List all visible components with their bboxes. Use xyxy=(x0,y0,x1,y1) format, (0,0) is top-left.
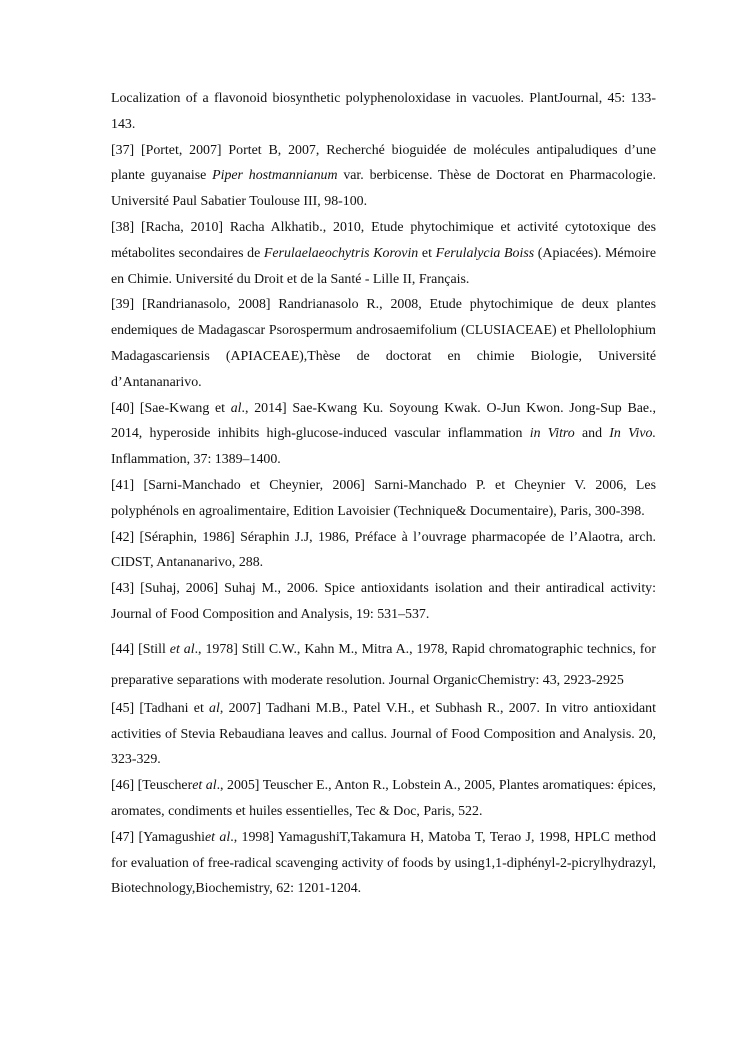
text-run: Localization of a flavonoid biosynthetic polyphenoloxidase in vacuoles. PlantJournal, 45: 133-143. xyxy=(111,91,656,132)
text-run: [46] [Teuscher xyxy=(111,778,193,794)
reference-continuation xyxy=(111,86,656,138)
text-run: [47] [Yamagushi xyxy=(111,829,206,845)
text-run: [38] [Racha, 2010] Racha Alkhatib., 2010, Etude phytochimique et activité cytotoxique des métabolites secondaires de xyxy=(111,219,656,261)
reference-42 xyxy=(111,525,656,577)
text-run: [37] [Portet, 2007] Portet B, 2007, Recherché bioguidée de molécules antipaludiques d’une plante guyanaise xyxy=(111,142,656,184)
reference-45 xyxy=(111,696,656,773)
text-run: var. berbicense. Thèse de Doctorat en Pharmacologie. Université Paul Sabatier Toulouse III, 98-100. xyxy=(111,168,656,210)
text-run: et xyxy=(418,245,436,261)
reference-43 xyxy=(111,576,656,628)
text-run: [44] [Still xyxy=(111,641,170,657)
italic-text: Ferulalycia Boiss xyxy=(435,245,535,261)
text-run: [40] [Sae-Kwang et xyxy=(111,400,231,416)
text-run: ., 2005] Teuscher E., Anton R., Lobstein A., 2005, Plantes aromatiques: épices, aromates, condiments et huiles essentielles, Tec & Doc, Paris, 522. xyxy=(111,778,656,819)
text-run: (Apiacées). Mémoire en Chimie. Université du Droit et de la Santé - Lille II, Français. xyxy=(111,245,656,287)
italic-text: et al xyxy=(192,778,217,794)
italic-text: In Vivo. xyxy=(609,426,656,442)
text-run: [39] [Randrianasolo, 2008] Randrianasolo R., 2008, Etude phytochimique de deux plantes endemiques de Madagascar Psorospermum androsaemifolium (CLUSIACEAE) et Phellolophium Madagascariensis (APIACEAE),Thèse de doctorat en chimie Biologie, Université d’Antananarivo. xyxy=(111,297,656,390)
italic-text: Ferulaelaeochytris Korovin xyxy=(263,245,419,261)
text-run: and xyxy=(574,426,610,442)
reference-41 xyxy=(111,473,656,525)
reference-37 xyxy=(111,138,656,215)
reference-40 xyxy=(111,396,656,473)
text-run: [43] [Suhaj, 2006] Suhaj M., 2006. Spice antioxidants isolation and their antiradical activity: Journal of Food Composition and Analysis, 19: 531–537. xyxy=(111,581,656,622)
reference-44 xyxy=(111,634,656,696)
text-run: ., 1978] Still C.W., Kahn M., Mitra A., 1978, Rapid chromatographic technics, for preparative separations with moderate resolution. Journal OrganicChemistry: 43, 2923-2925 xyxy=(111,641,656,688)
reference-47 xyxy=(111,825,656,902)
text-run: [41] [Sarni-Manchado et Cheynier, 2006] Sarni-Manchado P. et Cheynier V. 2006, Les polyphénols en agroalimentaire, Edition Lavoisier (Technique& Documentaire), Paris, 300-398. xyxy=(111,477,656,519)
italic-text: Piper hostmannianum xyxy=(212,168,338,184)
text-run: , 2007] Tadhani M.B., Patel V.H., et Subhash R., 2007. In vitro antioxidant activities of Stevia Rebaudiana leaves and callus. Journal of Food Composition and Analysis. 20, 323-329. xyxy=(111,700,656,768)
reference-list xyxy=(111,86,656,902)
text-run: ., 1998] YamagushiT,Takamura H, Matoba T, Terao J, 1998, HPLC method for evaluation of free-radical scavenging activity of foods by using1,1-diphényl-2-picrylhydrazyl, Biotechnology,Biochemistry, 62: 1201-1204. xyxy=(111,829,656,897)
reference-38 xyxy=(111,215,656,292)
italic-text: et al xyxy=(169,641,195,657)
italic-text: al xyxy=(230,400,242,416)
italic-text: in Vitro xyxy=(529,426,575,442)
reference-39 xyxy=(111,292,656,395)
italic-text: al xyxy=(209,700,220,716)
text-run: [42] [Séraphin, 1986] Séraphin J.J, 1986, Préface à l’ouvrage pharmacopée de l’Alaotra, arch. CIDST, Antananarivo, 288. xyxy=(111,529,656,571)
text-run: Inflammation, 37: 1389–1400. xyxy=(111,452,281,468)
text-run: [45] [Tadhani et xyxy=(111,700,210,716)
reference-46 xyxy=(111,773,656,825)
text-run: ., 2014] Sae-Kwang Ku. Soyoung Kwak. O-Jun Kwon. Jong-Sup Bae., 2014, hyperoside inhibits high-glucose-induced vascular inflammation xyxy=(111,400,656,442)
italic-text: et al xyxy=(205,829,231,845)
